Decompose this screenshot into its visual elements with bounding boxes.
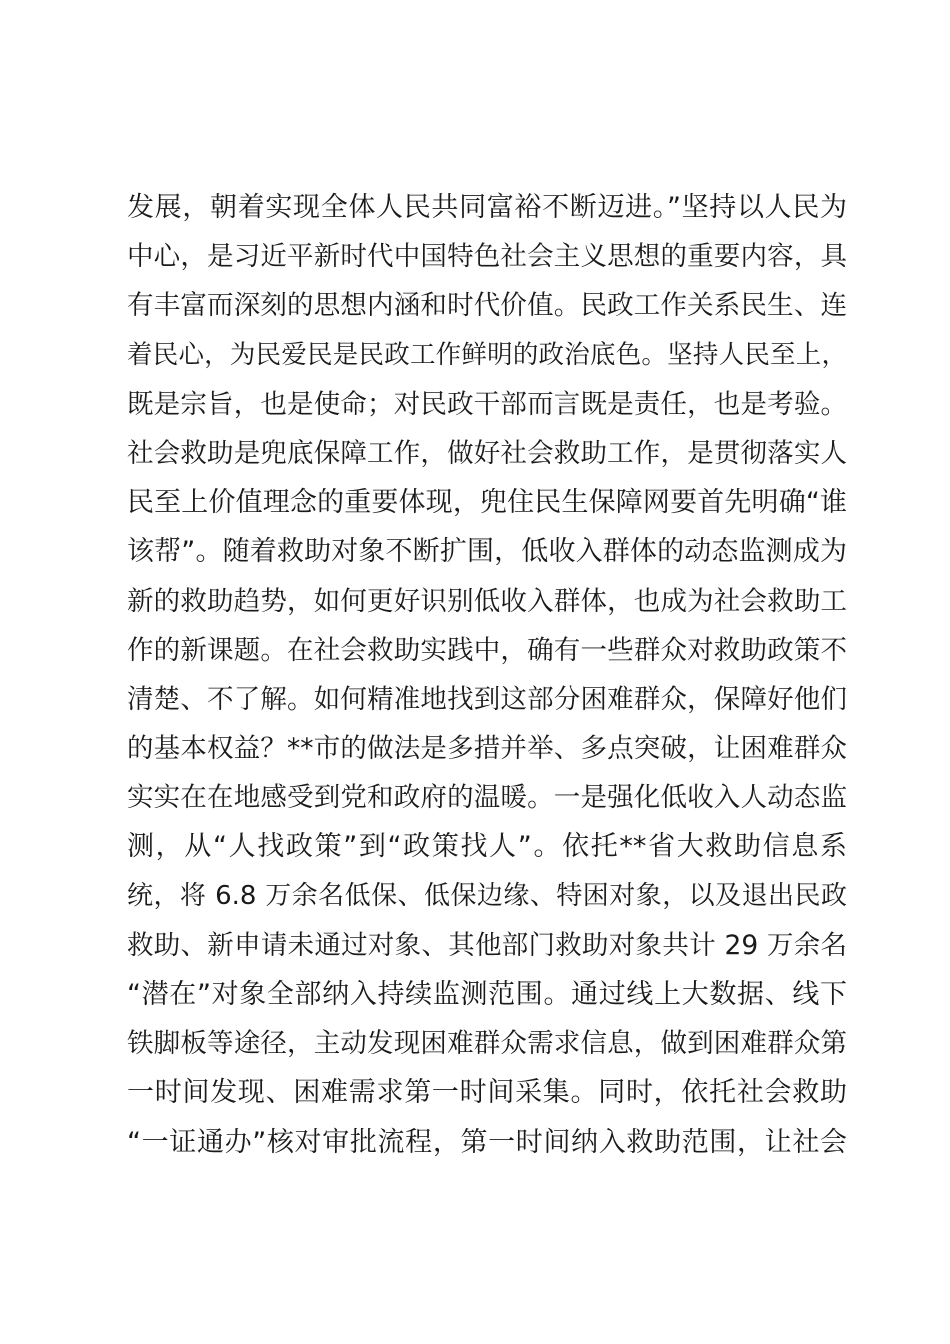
text-line: 社会救助是兜底保障工作，做好社会救助工作，是贯彻落实人 — [127, 437, 847, 469]
text-line: 中心，是习近平新时代中国特色社会主义思想的重要内容，具 — [127, 241, 847, 273]
text-line: 救助、新申请未通过对象、其他部门救助对象共计 29 万余名 — [127, 929, 847, 961]
text-line: “潜在”对象全部纳入持续监测范围。通过线上大数据、线下 — [127, 979, 847, 1010]
body-text — [127, 183, 847, 1167]
text-line: 发展，朝着实现全体人民共同富裕不断迈进。”坚持以人民为 — [127, 192, 847, 223]
text-line: 的基本权益？**市的做法是多措并举、多点突破，让困难群众 — [127, 733, 847, 765]
text-line: 新的救助趋势，如何更好识别低收入群体，也成为社会救助工 — [127, 585, 847, 617]
text-line: 清楚、不了解。如何精准地找到这部分困难群众，保障好他们 — [127, 683, 847, 715]
text-line: 有丰富而深刻的思想内涵和时代价值。民政工作关系民生、连 — [127, 290, 847, 322]
text-line: 实实在在地感受到党和政府的温暖。一是强化低收入人动态监 — [127, 782, 847, 814]
text-line: 既是宗旨，也是使命；对民政干部而言既是责任，也是考验。 — [127, 388, 847, 420]
text-line: 铁脚板等途径，主动发现困难群众需求信息，做到困难群众第 — [127, 1028, 847, 1060]
text-line: “一证通办”核对审批流程，第一时间纳入救助范围，让社会 — [127, 1126, 847, 1158]
text-line: 测，从“人找政策”到“政策找人”。依托**省大救助信息系 — [127, 831, 847, 863]
text-line: 着民心，为民爱民是民政工作鲜明的政治底色。坚持人民至上， — [127, 339, 847, 370]
text-line: 统，将 6.8 万余名低保、低保边缘、特困对象，以及退出民政 — [127, 880, 847, 911]
text-line: 作的新课题。在社会救助实践中，确有一些群众对救助政策不 — [127, 634, 847, 666]
text-line: 该帮”。随着救助对象不断扩围，低收入群体的动态监测成为 — [127, 536, 847, 568]
text-line: 民至上价值理念的重要体现，兜住民生保障网要首先明确“谁 — [127, 487, 847, 519]
text-line: 一时间发现、困难需求第一时间采集。同时，依托社会救助 — [127, 1077, 847, 1109]
